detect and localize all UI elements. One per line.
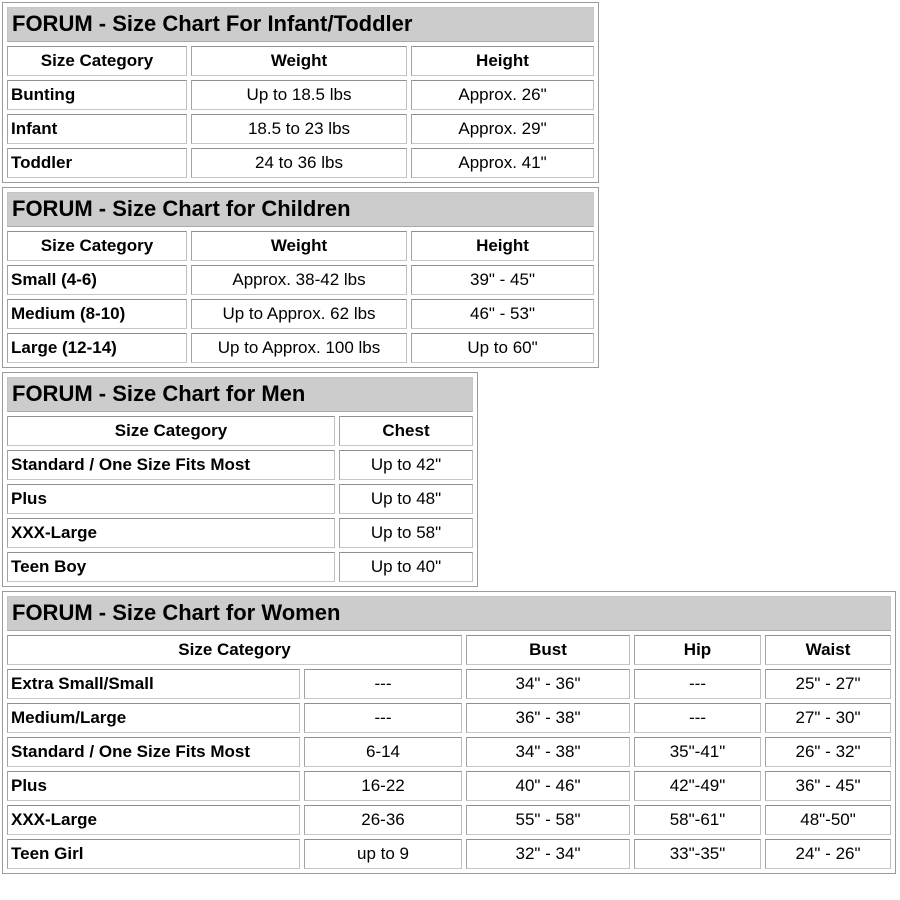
column-header: Chest (339, 416, 473, 446)
row-label: Teen Girl (7, 839, 300, 869)
row-value: 42"-49" (634, 771, 761, 801)
row-value: 33"-35" (634, 839, 761, 869)
column-header: Hip (634, 635, 761, 665)
row-value: --- (634, 703, 761, 733)
table-row (7, 737, 891, 767)
row-value: --- (304, 703, 462, 733)
row-value: 16-22 (304, 771, 462, 801)
row-value: 36" - 45" (765, 771, 891, 801)
column-header: Weight (191, 231, 407, 261)
children-size-chart-table (2, 187, 599, 368)
infant-toddler-size-chart-table (2, 2, 599, 183)
row-label: Teen Boy (7, 552, 335, 582)
row-label: Bunting (7, 80, 187, 110)
row-value: 25" - 27" (765, 669, 891, 699)
row-value: 6-14 (304, 737, 462, 767)
row-label: Standard / One Size Fits Most (7, 737, 300, 767)
row-label: Plus (7, 484, 335, 514)
row-value: Approx. 26" (411, 80, 594, 110)
table-row (7, 839, 891, 869)
row-label: Standard / One Size Fits Most (7, 450, 335, 480)
row-value: --- (634, 669, 761, 699)
row-value: Approx. 38-42 lbs (191, 265, 407, 295)
row-value: Up to Approx. 100 lbs (191, 333, 407, 363)
table-title: FORUM - Size Chart for Men (7, 377, 473, 412)
row-value: Up to Approx. 62 lbs (191, 299, 407, 329)
table-row (7, 484, 473, 514)
table-row (7, 669, 891, 699)
row-value: Approx. 41" (411, 148, 594, 178)
table-row (7, 518, 473, 548)
column-header: Size Category (7, 46, 187, 76)
table-row (7, 703, 891, 733)
row-value: Up to 58" (339, 518, 473, 548)
row-label: XXX-Large (7, 518, 335, 548)
column-header: Height (411, 46, 594, 76)
row-label: XXX-Large (7, 805, 300, 835)
row-label: Plus (7, 771, 300, 801)
row-value: 40" - 46" (466, 771, 630, 801)
row-value: --- (304, 669, 462, 699)
row-value: 36" - 38" (466, 703, 630, 733)
table-title-row (7, 7, 594, 42)
column-header: Size Category (7, 635, 462, 665)
column-header: Height (411, 231, 594, 261)
row-label: Extra Small/Small (7, 669, 300, 699)
column-header: Bust (466, 635, 630, 665)
column-header-row (7, 416, 473, 446)
row-value: 34" - 36" (466, 669, 630, 699)
row-value: Approx. 29" (411, 114, 594, 144)
table-row (7, 552, 473, 582)
row-value: 46" - 53" (411, 299, 594, 329)
row-value: 55" - 58" (466, 805, 630, 835)
row-value: Up to 18.5 lbs (191, 80, 407, 110)
table-title: FORUM - Size Chart for Children (7, 192, 594, 227)
row-value: 48"-50" (765, 805, 891, 835)
table-body (7, 231, 594, 363)
table-body (7, 46, 594, 178)
row-value: 26-36 (304, 805, 462, 835)
column-header: Size Category (7, 416, 335, 446)
table-title: FORUM - Size Chart for Women (7, 596, 891, 631)
men-size-chart-table (2, 372, 478, 587)
row-label: Infant (7, 114, 187, 144)
row-value: 18.5 to 23 lbs (191, 114, 407, 144)
row-value: 27" - 30" (765, 703, 891, 733)
table-row (7, 148, 594, 178)
row-label: Medium (8-10) (7, 299, 187, 329)
row-value: Up to 42" (339, 450, 473, 480)
row-label: Large (12-14) (7, 333, 187, 363)
row-label: Toddler (7, 148, 187, 178)
row-value: 24" - 26" (765, 839, 891, 869)
row-value: 58"-61" (634, 805, 761, 835)
table-row (7, 265, 594, 295)
table-row (7, 80, 594, 110)
row-value: 32" - 34" (466, 839, 630, 869)
column-header-row (7, 635, 891, 665)
table-body (7, 416, 473, 582)
row-value: Up to 60" (411, 333, 594, 363)
column-header: Weight (191, 46, 407, 76)
table-row (7, 805, 891, 835)
table-row (7, 771, 891, 801)
table-row (7, 114, 594, 144)
row-value: 39" - 45" (411, 265, 594, 295)
row-value: 35"-41" (634, 737, 761, 767)
row-value: 24 to 36 lbs (191, 148, 407, 178)
column-header-row (7, 46, 594, 76)
column-header: Size Category (7, 231, 187, 261)
row-value: 26" - 32" (765, 737, 891, 767)
table-title: FORUM - Size Chart For Infant/Toddler (7, 7, 594, 42)
column-header-row (7, 231, 594, 261)
table-body (7, 635, 891, 869)
table-row (7, 450, 473, 480)
column-header: Waist (765, 635, 891, 665)
table-title-row (7, 192, 594, 227)
row-value: Up to 40" (339, 552, 473, 582)
row-label: Small (4-6) (7, 265, 187, 295)
women-size-chart-table (2, 591, 896, 874)
row-value: Up to 48" (339, 484, 473, 514)
row-value: up to 9 (304, 839, 462, 869)
table-row (7, 333, 594, 363)
row-value: 34" - 38" (466, 737, 630, 767)
table-title-row (7, 377, 473, 412)
table-row (7, 299, 594, 329)
table-title-row (7, 596, 891, 631)
row-label: Medium/Large (7, 703, 300, 733)
